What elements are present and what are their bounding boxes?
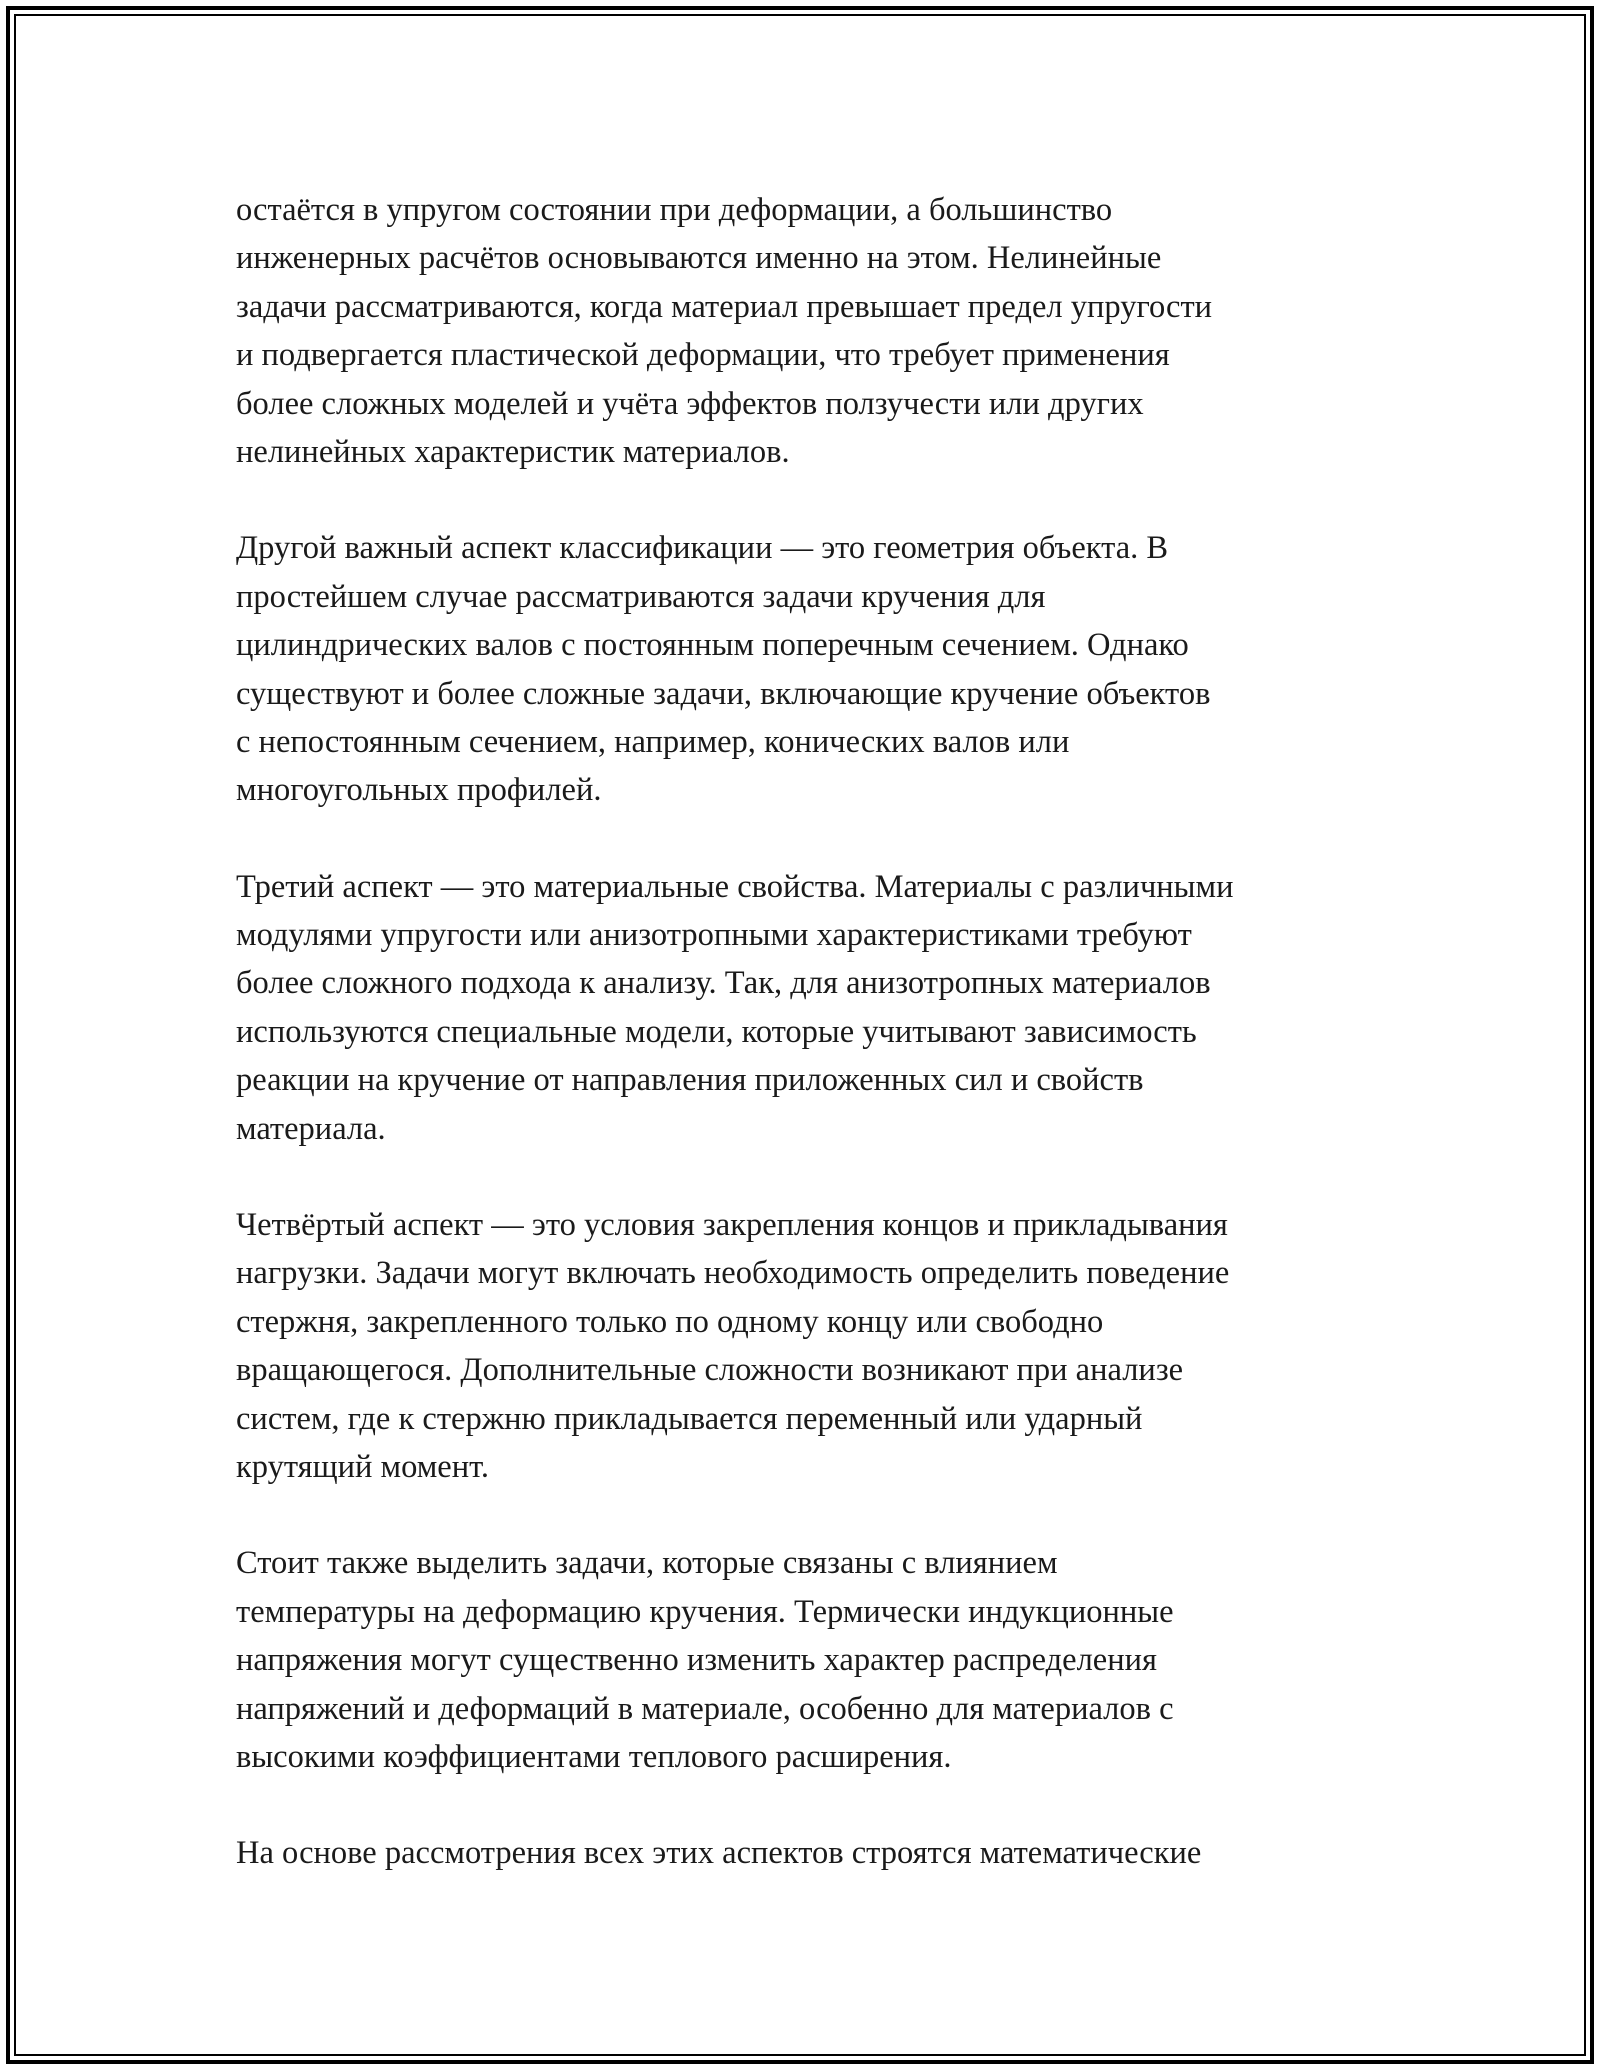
text-line: Четвёртый аспект — это условия закрепления концов и прикладывания bbox=[236, 1207, 1228, 1244]
text-line: используются специальные модели, которые учитывают зависимость bbox=[236, 1013, 1197, 1050]
text-line: систем, где к стержню прикладывается переменный или ударный bbox=[236, 1400, 1143, 1437]
text-line: напряжения могут существенно изменить характер распределения bbox=[236, 1642, 1157, 1679]
paragraph-boundary-conditions bbox=[236, 1201, 1376, 1491]
text-line: Другой важный аспект классификации — это геометрия объекта. В bbox=[236, 530, 1169, 567]
text-line: остаётся в упругом состоянии при деформации, а большинство bbox=[236, 192, 1113, 228]
text-line: инженерных расчётов основываются именно на этом. Нелинейные bbox=[236, 240, 1162, 277]
text-line: Третий аспект — это материальные свойства. Материалы с различными bbox=[236, 868, 1234, 905]
text-line: более сложных моделей и учёта эффектов ползучести или других bbox=[236, 385, 1144, 422]
document-body bbox=[236, 186, 1376, 1926]
text-line: более сложного подхода к анализу. Так, для анизотропных материалов bbox=[236, 965, 1211, 1002]
text-line: высокими коэффициентами теплового расширения. bbox=[236, 1738, 952, 1775]
text-line: материала. bbox=[236, 1110, 386, 1147]
text-line: На основе рассмотрения всех этих аспектов строятся математические bbox=[236, 1835, 1202, 1872]
paragraph-linear-nonlinear bbox=[236, 186, 1376, 476]
text-line: с непостоянным сечением, например, конических валов или bbox=[236, 723, 1070, 760]
text-line: нелинейных характеристик материалов. bbox=[236, 433, 790, 470]
paragraph-conclusion bbox=[236, 1829, 1376, 1877]
text-line: напряжений и деформаций в материале, особенно для материалов с bbox=[236, 1690, 1174, 1727]
text-line: температуры на деформацию кручения. Термически индукционные bbox=[236, 1593, 1174, 1630]
text-line: модулями упругости или анизотропными характеристиками требуют bbox=[236, 917, 1192, 954]
text-line: существуют и более сложные задачи, включающие кручение объектов bbox=[236, 675, 1211, 712]
text-line: вращающегося. Дополнительные сложности возникают при анализе bbox=[236, 1352, 1184, 1389]
text-line: Стоит также выделить задачи, которые связаны с влиянием bbox=[236, 1545, 1058, 1582]
text-line: стержня, закрепленного только по одному концу или свободно bbox=[236, 1303, 1104, 1340]
text-line: и подвергается пластической деформации, что требует применения bbox=[236, 337, 1170, 374]
text-line: нагрузки. Задачи могут включать необходимость определить поведение bbox=[236, 1255, 1230, 1292]
text-line: цилиндрических валов с постоянным поперечным сечением. Однако bbox=[236, 627, 1189, 664]
paragraph-geometry bbox=[236, 524, 1376, 814]
text-line: простейшем случае рассматриваются задачи кручения для bbox=[236, 578, 1046, 615]
text-line: задачи рассматриваются, когда материал превышает предел упругости bbox=[236, 288, 1213, 325]
text-line: реакции на кручение от направления приложенных сил и свойств bbox=[236, 1062, 1144, 1099]
text-line: крутящий момент. bbox=[236, 1448, 489, 1485]
paragraph-temperature bbox=[236, 1539, 1376, 1781]
text-line: многоугольных профилей. bbox=[236, 772, 602, 809]
paragraph-material-properties bbox=[236, 863, 1376, 1153]
